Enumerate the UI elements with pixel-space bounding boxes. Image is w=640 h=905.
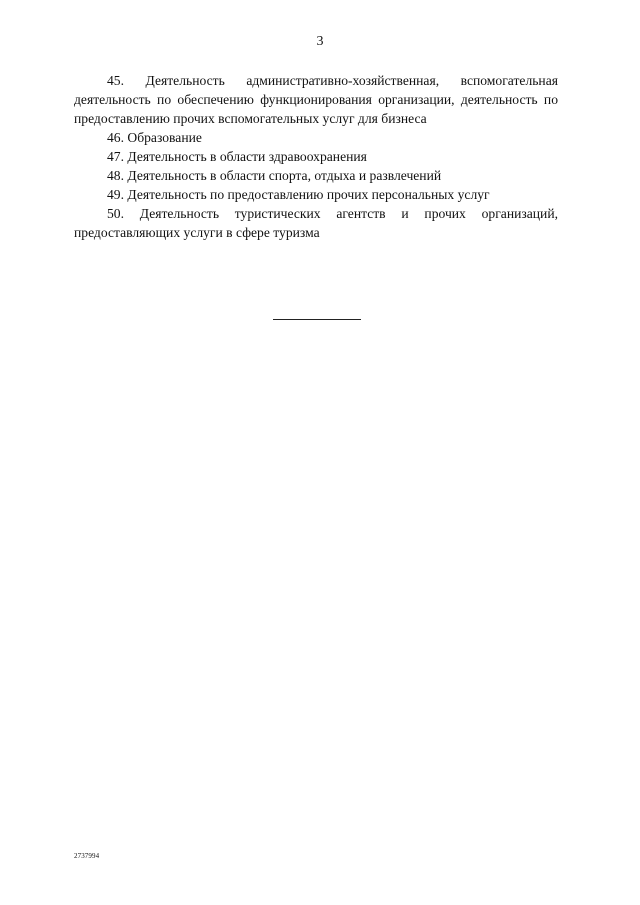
end-divider [273, 319, 361, 320]
document-code: 2737994 [74, 852, 100, 860]
list-item: 45. Деятельность административно-хозяйственная, вспомогательная деятельность по обеспечению функционирования организации, деятельность по предоставлению прочих вспомогательных услуг для бизнеса [74, 73, 558, 126]
activity-list [74, 71, 558, 242]
list-item: 46. Образование [107, 130, 202, 145]
list-item: 50. Деятельность туристических агентств и прочих организаций, предоставляющих услуги в сфере туризма [74, 206, 558, 240]
list-item: 47. Деятельность в области здравоохранения [107, 149, 367, 164]
page-number: 3 [316, 34, 324, 49]
list-item: 48. Деятельность в области спорта, отдыха и развлечений [107, 168, 442, 183]
list-item: 49. Деятельность по предоставлению прочих персональных услуг [107, 187, 490, 202]
